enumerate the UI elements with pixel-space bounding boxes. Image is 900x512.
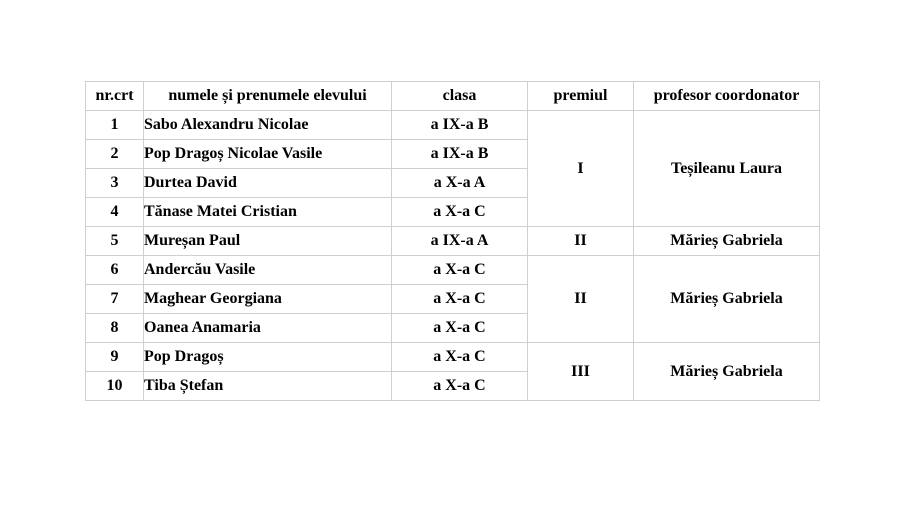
student-name: Pop Dragoș Nicolae Vasile: [144, 140, 392, 169]
student-name: Tiba Ștefan: [144, 372, 392, 401]
row-number: 6: [86, 256, 144, 285]
student-name: Sabo Alexandru Nicolae: [144, 111, 392, 140]
prize-cell: I: [528, 111, 634, 227]
student-name: Maghear Georgiana: [144, 285, 392, 314]
student-class: a X-a C: [392, 256, 528, 285]
professor-cell: Mărieș Gabriela: [634, 227, 820, 256]
student-class: a X-a C: [392, 343, 528, 372]
row-number: 4: [86, 198, 144, 227]
prize-cell: II: [528, 227, 634, 256]
header-class: clasa: [392, 82, 528, 111]
header-prize: premiul: [528, 82, 634, 111]
header-nr: nr.crt: [86, 82, 144, 111]
header-name: numele și prenumele elevului: [144, 82, 392, 111]
student-name: Durtea David: [144, 169, 392, 198]
row-number: 7: [86, 285, 144, 314]
student-class: a X-a A: [392, 169, 528, 198]
student-name: Pop Dragoș: [144, 343, 392, 372]
row-number: 2: [86, 140, 144, 169]
student-class: a X-a C: [392, 198, 528, 227]
row-number: 3: [86, 169, 144, 198]
student-name: Tănase Matei Cristian: [144, 198, 392, 227]
table-row: [86, 111, 820, 140]
row-number: 8: [86, 314, 144, 343]
table-row: [86, 343, 820, 372]
table-row: [86, 256, 820, 285]
row-number: 1: [86, 111, 144, 140]
results-table: [85, 81, 820, 401]
prize-cell: III: [528, 343, 634, 401]
student-class: a X-a C: [392, 372, 528, 401]
student-name: Andercău Vasile: [144, 256, 392, 285]
professor-cell: Mărieș Gabriela: [634, 256, 820, 343]
row-number: 10: [86, 372, 144, 401]
student-class: a IX-a B: [392, 111, 528, 140]
student-class: a X-a C: [392, 314, 528, 343]
professor-cell: Mărieș Gabriela: [634, 343, 820, 401]
table-row: [86, 227, 820, 256]
student-name: Oanea Anamaria: [144, 314, 392, 343]
student-name: Mureșan Paul: [144, 227, 392, 256]
student-class: a IX-a A: [392, 227, 528, 256]
header-professor: profesor coordonator: [634, 82, 820, 111]
student-class: a X-a C: [392, 285, 528, 314]
prize-cell: II: [528, 256, 634, 343]
header-row: [86, 82, 820, 111]
student-class: a IX-a B: [392, 140, 528, 169]
row-number: 5: [86, 227, 144, 256]
row-number: 9: [86, 343, 144, 372]
professor-cell: Teșileanu Laura: [634, 111, 820, 227]
